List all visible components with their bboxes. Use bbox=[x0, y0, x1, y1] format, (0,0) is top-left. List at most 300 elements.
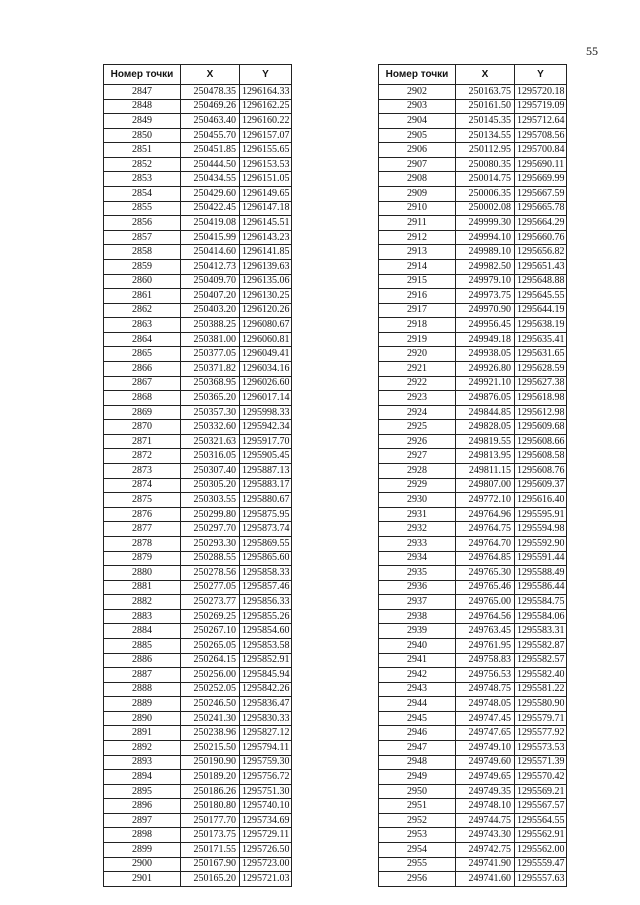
coordinates-table-left bbox=[103, 64, 292, 887]
x-coordinate-cell: 250332.60 bbox=[181, 420, 240, 435]
table-row bbox=[104, 420, 292, 435]
y-coordinate-cell: 1295562.00 bbox=[515, 843, 567, 858]
y-coordinate-cell: 1296143.23 bbox=[240, 230, 292, 245]
x-coordinate-cell: 249999.30 bbox=[456, 216, 515, 231]
point-number-cell: 2925 bbox=[379, 420, 456, 435]
y-coordinate-cell: 1296130.25 bbox=[240, 289, 292, 304]
y-coordinate-cell: 1295609.68 bbox=[515, 420, 567, 435]
x-coordinate-cell: 250265.05 bbox=[181, 638, 240, 653]
table-row bbox=[379, 784, 567, 799]
x-coordinate-cell: 249761.95 bbox=[456, 638, 515, 653]
y-coordinate-cell: 1296139.63 bbox=[240, 259, 292, 274]
y-coordinate-cell: 1295869.55 bbox=[240, 536, 292, 551]
y-coordinate-cell: 1295581.22 bbox=[515, 682, 567, 697]
table-row bbox=[104, 99, 292, 114]
x-coordinate-cell: 250403.20 bbox=[181, 303, 240, 318]
table-row bbox=[379, 318, 567, 333]
y-coordinate-cell: 1295570.42 bbox=[515, 770, 567, 785]
point-number-cell: 2950 bbox=[379, 784, 456, 799]
x-coordinate-cell: 250381.00 bbox=[181, 332, 240, 347]
table-row bbox=[379, 99, 567, 114]
y-coordinate-cell: 1296153.53 bbox=[240, 157, 292, 172]
point-number-cell: 2888 bbox=[104, 682, 181, 697]
y-coordinate-cell: 1295569.21 bbox=[515, 784, 567, 799]
x-coordinate-cell: 250288.55 bbox=[181, 551, 240, 566]
x-coordinate-cell: 249989.10 bbox=[456, 245, 515, 260]
x-coordinate-cell: 249764.75 bbox=[456, 522, 515, 537]
x-coordinate-cell: 250252.05 bbox=[181, 682, 240, 697]
y-coordinate-cell: 1296164.33 bbox=[240, 85, 292, 100]
point-number-cell: 2856 bbox=[104, 216, 181, 231]
point-number-cell: 2900 bbox=[104, 857, 181, 872]
x-coordinate-cell: 250163.75 bbox=[456, 85, 515, 100]
y-coordinate-cell: 1295883.17 bbox=[240, 478, 292, 493]
point-number-cell: 2847 bbox=[104, 85, 181, 100]
y-coordinate-cell: 1295645.55 bbox=[515, 289, 567, 304]
y-coordinate-cell: 1295562.91 bbox=[515, 828, 567, 843]
x-coordinate-cell: 249741.60 bbox=[456, 872, 515, 887]
table-row bbox=[379, 128, 567, 143]
table-row bbox=[104, 332, 292, 347]
x-coordinate-cell: 249747.65 bbox=[456, 726, 515, 741]
x-coordinate-cell: 250377.05 bbox=[181, 347, 240, 362]
table-row bbox=[104, 726, 292, 741]
y-coordinate-cell: 1295721.03 bbox=[240, 872, 292, 887]
table-row bbox=[379, 114, 567, 129]
y-header: Y bbox=[240, 65, 292, 85]
y-coordinate-cell: 1295567.57 bbox=[515, 799, 567, 814]
y-coordinate-cell: 1295557.63 bbox=[515, 872, 567, 887]
point-number-cell: 2866 bbox=[104, 361, 181, 376]
point-number-cell: 2874 bbox=[104, 478, 181, 493]
table-row bbox=[379, 580, 567, 595]
point-number-cell: 2935 bbox=[379, 566, 456, 581]
x-coordinate-cell: 249819.55 bbox=[456, 434, 515, 449]
y-coordinate-cell: 1295608.58 bbox=[515, 449, 567, 464]
x-coordinate-cell: 249742.75 bbox=[456, 843, 515, 858]
table-header-row bbox=[104, 65, 292, 85]
y-coordinate-cell: 1295660.76 bbox=[515, 230, 567, 245]
table-row bbox=[104, 784, 292, 799]
x-coordinate-cell: 250469.26 bbox=[181, 99, 240, 114]
table-row bbox=[379, 376, 567, 391]
point-number-cell: 2934 bbox=[379, 551, 456, 566]
table-row bbox=[379, 770, 567, 785]
y-coordinate-cell: 1295836.47 bbox=[240, 697, 292, 712]
point-number-cell: 2932 bbox=[379, 522, 456, 537]
table-row bbox=[379, 464, 567, 479]
x-coordinate-cell: 250165.20 bbox=[181, 872, 240, 887]
table-row bbox=[104, 857, 292, 872]
x-coordinate-cell: 249949.18 bbox=[456, 332, 515, 347]
table-row bbox=[379, 332, 567, 347]
x-coordinate-cell: 249765.46 bbox=[456, 580, 515, 595]
point-number-cell: 2929 bbox=[379, 478, 456, 493]
point-number-cell: 2903 bbox=[379, 99, 456, 114]
table-row bbox=[379, 828, 567, 843]
table-row bbox=[379, 638, 567, 653]
x-coordinate-cell: 249748.10 bbox=[456, 799, 515, 814]
x-coordinate-cell: 249748.75 bbox=[456, 682, 515, 697]
table-row bbox=[379, 653, 567, 668]
y-coordinate-cell: 1295905.45 bbox=[240, 449, 292, 464]
table-row bbox=[379, 799, 567, 814]
point-number-cell: 2906 bbox=[379, 143, 456, 158]
x-coordinate-cell: 249921.10 bbox=[456, 376, 515, 391]
y-coordinate-cell: 1296155.65 bbox=[240, 143, 292, 158]
table-row bbox=[104, 697, 292, 712]
y-coordinate-cell: 1295751.30 bbox=[240, 784, 292, 799]
point-number-cell: 2892 bbox=[104, 741, 181, 756]
x-coordinate-cell: 250388.25 bbox=[181, 318, 240, 333]
x-coordinate-cell: 249994.10 bbox=[456, 230, 515, 245]
x-coordinate-cell: 249926.80 bbox=[456, 361, 515, 376]
y-coordinate-cell: 1295853.58 bbox=[240, 638, 292, 653]
point-number-cell: 2862 bbox=[104, 303, 181, 318]
point-number-cell: 2936 bbox=[379, 580, 456, 595]
x-coordinate-cell: 250455.70 bbox=[181, 128, 240, 143]
point-number-cell: 2876 bbox=[104, 507, 181, 522]
table-row bbox=[104, 85, 292, 100]
y-coordinate-cell: 1295656.82 bbox=[515, 245, 567, 260]
point-number-cell: 2865 bbox=[104, 347, 181, 362]
point-number-cell: 2921 bbox=[379, 361, 456, 376]
point-number-cell: 2956 bbox=[379, 872, 456, 887]
x-coordinate-cell: 249741.90 bbox=[456, 857, 515, 872]
point-number-cell: 2849 bbox=[104, 114, 181, 129]
point-number-cell: 2861 bbox=[104, 289, 181, 304]
point-number-cell: 2858 bbox=[104, 245, 181, 260]
x-coordinate-cell: 249772.10 bbox=[456, 493, 515, 508]
table-row bbox=[104, 464, 292, 479]
x-coordinate-cell: 250134.55 bbox=[456, 128, 515, 143]
point-number-cell: 2914 bbox=[379, 259, 456, 274]
x-coordinate-cell: 249749.35 bbox=[456, 784, 515, 799]
y-coordinate-cell: 1295595.91 bbox=[515, 507, 567, 522]
x-coordinate-cell: 250321.63 bbox=[181, 434, 240, 449]
table-row bbox=[104, 653, 292, 668]
y-coordinate-cell: 1295584.06 bbox=[515, 609, 567, 624]
x-coordinate-cell: 250414.60 bbox=[181, 245, 240, 260]
point-number-cell: 2910 bbox=[379, 201, 456, 216]
point-number-cell: 2875 bbox=[104, 493, 181, 508]
point-number-cell: 2923 bbox=[379, 391, 456, 406]
y-coordinate-cell: 1296026.60 bbox=[240, 376, 292, 391]
point-number-cell: 2941 bbox=[379, 653, 456, 668]
x-coordinate-cell: 249970.90 bbox=[456, 303, 515, 318]
point-number-cell: 2947 bbox=[379, 741, 456, 756]
x-coordinate-cell: 250173.75 bbox=[181, 828, 240, 843]
point-number-cell: 2955 bbox=[379, 857, 456, 872]
y-coordinate-cell: 1295582.87 bbox=[515, 638, 567, 653]
y-coordinate-cell: 1295856.33 bbox=[240, 595, 292, 610]
table-row bbox=[379, 493, 567, 508]
table-row bbox=[379, 522, 567, 537]
point-number-cell: 2848 bbox=[104, 99, 181, 114]
table-row bbox=[379, 157, 567, 172]
x-coordinate-cell: 250190.90 bbox=[181, 755, 240, 770]
point-number-cell: 2937 bbox=[379, 595, 456, 610]
y-coordinate-cell: 1295586.44 bbox=[515, 580, 567, 595]
y-coordinate-cell: 1295854.60 bbox=[240, 624, 292, 639]
point-number-cell: 2851 bbox=[104, 143, 181, 158]
table-row bbox=[104, 755, 292, 770]
point-number-cell: 2902 bbox=[379, 85, 456, 100]
table-row bbox=[379, 85, 567, 100]
table-row bbox=[104, 434, 292, 449]
table-row bbox=[104, 595, 292, 610]
x-coordinate-cell: 250167.90 bbox=[181, 857, 240, 872]
x-coordinate-cell: 249765.00 bbox=[456, 595, 515, 610]
x-coordinate-cell: 249813.95 bbox=[456, 449, 515, 464]
point-number-cell: 2931 bbox=[379, 507, 456, 522]
table-row bbox=[104, 172, 292, 187]
y-coordinate-cell: 1295665.78 bbox=[515, 201, 567, 216]
table-row bbox=[104, 872, 292, 887]
x-coordinate-cell: 250444.50 bbox=[181, 157, 240, 172]
point-number-cell: 2886 bbox=[104, 653, 181, 668]
point-number-cell: 2899 bbox=[104, 843, 181, 858]
table-row bbox=[104, 274, 292, 289]
table-row bbox=[379, 872, 567, 887]
x-coordinate-cell: 250002.08 bbox=[456, 201, 515, 216]
table-row bbox=[104, 157, 292, 172]
x-coordinate-cell: 250277.05 bbox=[181, 580, 240, 595]
table-row bbox=[104, 493, 292, 508]
point-number-cell: 2939 bbox=[379, 624, 456, 639]
y-coordinate-cell: 1295842.26 bbox=[240, 682, 292, 697]
x-coordinate-cell: 250299.80 bbox=[181, 507, 240, 522]
x-coordinate-cell: 250278.56 bbox=[181, 566, 240, 581]
table-row bbox=[104, 361, 292, 376]
y-coordinate-cell: 1295591.44 bbox=[515, 551, 567, 566]
point-number-cell: 2913 bbox=[379, 245, 456, 260]
y-coordinate-cell: 1296162.25 bbox=[240, 99, 292, 114]
y-coordinate-cell: 1295858.33 bbox=[240, 566, 292, 581]
table-row bbox=[104, 318, 292, 333]
y-coordinate-cell: 1295875.95 bbox=[240, 507, 292, 522]
table-row bbox=[379, 405, 567, 420]
table-row bbox=[379, 391, 567, 406]
x-coordinate-cell: 250415.99 bbox=[181, 230, 240, 245]
table-row bbox=[104, 682, 292, 697]
point-number-cell: 2920 bbox=[379, 347, 456, 362]
table-row bbox=[379, 726, 567, 741]
x-coordinate-cell: 250434.55 bbox=[181, 172, 240, 187]
y-coordinate-cell: 1295726.50 bbox=[240, 843, 292, 858]
table-row bbox=[379, 536, 567, 551]
table-row bbox=[379, 478, 567, 493]
table-row bbox=[104, 813, 292, 828]
y-coordinate-cell: 1295734.69 bbox=[240, 813, 292, 828]
table-row bbox=[104, 216, 292, 231]
table-row bbox=[104, 711, 292, 726]
point-number-cell: 2949 bbox=[379, 770, 456, 785]
x-coordinate-cell: 249828.05 bbox=[456, 420, 515, 435]
point-number-cell: 2884 bbox=[104, 624, 181, 639]
point-number-cell: 2881 bbox=[104, 580, 181, 595]
y-coordinate-cell: 1295667.59 bbox=[515, 187, 567, 202]
y-coordinate-cell: 1295690.11 bbox=[515, 157, 567, 172]
y-coordinate-cell: 1296147.18 bbox=[240, 201, 292, 216]
point-number-cell: 2912 bbox=[379, 230, 456, 245]
point-number-cell: 2943 bbox=[379, 682, 456, 697]
table-row bbox=[379, 566, 567, 581]
table-row bbox=[104, 245, 292, 260]
y-coordinate-cell: 1295729.11 bbox=[240, 828, 292, 843]
coordinates-table-right bbox=[378, 64, 567, 887]
point-number-cell: 2927 bbox=[379, 449, 456, 464]
y-coordinate-cell: 1295583.31 bbox=[515, 624, 567, 639]
table-row bbox=[104, 478, 292, 493]
point-number-cell: 2872 bbox=[104, 449, 181, 464]
x-coordinate-cell: 249764.70 bbox=[456, 536, 515, 551]
x-coordinate-cell: 249807.00 bbox=[456, 478, 515, 493]
x-coordinate-cell: 249749.65 bbox=[456, 770, 515, 785]
table-row bbox=[379, 259, 567, 274]
x-coordinate-cell: 250273.77 bbox=[181, 595, 240, 610]
table-row bbox=[379, 595, 567, 610]
point-number-cell: 2953 bbox=[379, 828, 456, 843]
x-coordinate-cell: 250080.35 bbox=[456, 157, 515, 172]
y-coordinate-cell: 1295577.92 bbox=[515, 726, 567, 741]
x-header: X bbox=[456, 65, 515, 85]
point-number-cell: 2871 bbox=[104, 434, 181, 449]
table-row bbox=[379, 172, 567, 187]
x-coordinate-cell: 250238.96 bbox=[181, 726, 240, 741]
x-header: X bbox=[181, 65, 240, 85]
y-coordinate-cell: 1296141.85 bbox=[240, 245, 292, 260]
point-number-cell: 2916 bbox=[379, 289, 456, 304]
point-number-cell: 2889 bbox=[104, 697, 181, 712]
x-coordinate-cell: 250478.35 bbox=[181, 85, 240, 100]
x-coordinate-cell: 250297.70 bbox=[181, 522, 240, 537]
table-row bbox=[379, 274, 567, 289]
table-row bbox=[104, 536, 292, 551]
x-coordinate-cell: 250357.30 bbox=[181, 405, 240, 420]
point-number-cell: 2915 bbox=[379, 274, 456, 289]
table-row bbox=[379, 507, 567, 522]
point-number-cell: 2868 bbox=[104, 391, 181, 406]
y-coordinate-cell: 1295708.56 bbox=[515, 128, 567, 143]
y-coordinate-cell: 1296017.14 bbox=[240, 391, 292, 406]
point-number-cell: 2870 bbox=[104, 420, 181, 435]
table-row bbox=[104, 551, 292, 566]
x-coordinate-cell: 250407.20 bbox=[181, 289, 240, 304]
table-row bbox=[379, 187, 567, 202]
y-coordinate-cell: 1295857.46 bbox=[240, 580, 292, 595]
point-number-cell: 2954 bbox=[379, 843, 456, 858]
x-coordinate-cell: 250171.55 bbox=[181, 843, 240, 858]
point-number-cell: 2918 bbox=[379, 318, 456, 333]
y-coordinate-cell: 1295648.88 bbox=[515, 274, 567, 289]
point-number-cell: 2879 bbox=[104, 551, 181, 566]
y-coordinate-cell: 1296135.06 bbox=[240, 274, 292, 289]
y-coordinate-cell: 1296157.07 bbox=[240, 128, 292, 143]
point-number-cell: 2917 bbox=[379, 303, 456, 318]
table-row bbox=[104, 391, 292, 406]
point-number-cell: 2895 bbox=[104, 784, 181, 799]
y-coordinate-cell: 1296151.05 bbox=[240, 172, 292, 187]
y-coordinate-cell: 1295608.66 bbox=[515, 434, 567, 449]
table-row bbox=[104, 405, 292, 420]
table-row bbox=[104, 843, 292, 858]
y-coordinate-cell: 1295579.71 bbox=[515, 711, 567, 726]
point-number-cell: 2908 bbox=[379, 172, 456, 187]
y-coordinate-cell: 1295573.53 bbox=[515, 741, 567, 756]
y-coordinate-cell: 1295700.84 bbox=[515, 143, 567, 158]
x-coordinate-cell: 250267.10 bbox=[181, 624, 240, 639]
y-coordinate-cell: 1295609.37 bbox=[515, 478, 567, 493]
y-coordinate-cell: 1295584.75 bbox=[515, 595, 567, 610]
x-coordinate-cell: 249938.05 bbox=[456, 347, 515, 362]
table-row bbox=[104, 376, 292, 391]
x-coordinate-cell: 250112.95 bbox=[456, 143, 515, 158]
x-coordinate-cell: 250303.55 bbox=[181, 493, 240, 508]
point-number-cell: 2951 bbox=[379, 799, 456, 814]
point-number-cell: 2924 bbox=[379, 405, 456, 420]
table-row bbox=[379, 609, 567, 624]
x-coordinate-cell: 250186.26 bbox=[181, 784, 240, 799]
y-coordinate-cell: 1295855.26 bbox=[240, 609, 292, 624]
table-row bbox=[379, 347, 567, 362]
y-coordinate-cell: 1295627.38 bbox=[515, 376, 567, 391]
point-number-cell: 2850 bbox=[104, 128, 181, 143]
point-number-cell: 2860 bbox=[104, 274, 181, 289]
table-row bbox=[379, 682, 567, 697]
point-number-cell: 2887 bbox=[104, 668, 181, 683]
table-row bbox=[379, 741, 567, 756]
point-number-cell: 2880 bbox=[104, 566, 181, 581]
y-coordinate-cell: 1295723.00 bbox=[240, 857, 292, 872]
point-number-cell: 2904 bbox=[379, 114, 456, 129]
x-coordinate-cell: 250161.50 bbox=[456, 99, 515, 114]
point-number-cell: 2894 bbox=[104, 770, 181, 785]
table-row bbox=[104, 638, 292, 653]
y-coordinate-cell: 1295740.10 bbox=[240, 799, 292, 814]
x-coordinate-cell: 249744.75 bbox=[456, 813, 515, 828]
y-coordinate-cell: 1295631.65 bbox=[515, 347, 567, 362]
x-coordinate-cell: 250463.40 bbox=[181, 114, 240, 129]
point-number-cell: 2890 bbox=[104, 711, 181, 726]
x-coordinate-cell: 249811.15 bbox=[456, 464, 515, 479]
x-coordinate-cell: 250409.70 bbox=[181, 274, 240, 289]
y-coordinate-cell: 1295830.33 bbox=[240, 711, 292, 726]
table-row bbox=[104, 230, 292, 245]
table-row bbox=[379, 420, 567, 435]
table-row bbox=[104, 770, 292, 785]
table-row bbox=[379, 230, 567, 245]
point-number-cell: 2885 bbox=[104, 638, 181, 653]
table-row bbox=[104, 580, 292, 595]
x-coordinate-cell: 249748.05 bbox=[456, 697, 515, 712]
point-number-cell: 2945 bbox=[379, 711, 456, 726]
table-row bbox=[379, 697, 567, 712]
y-coordinate-cell: 1296160.22 bbox=[240, 114, 292, 129]
y-coordinate-cell: 1295664.29 bbox=[515, 216, 567, 231]
table-row bbox=[379, 434, 567, 449]
point-number-cell: 2901 bbox=[104, 872, 181, 887]
table-row bbox=[104, 114, 292, 129]
y-coordinate-cell: 1296034.16 bbox=[240, 361, 292, 376]
point-number-cell: 2948 bbox=[379, 755, 456, 770]
table-row bbox=[379, 755, 567, 770]
point-number-cell: 2864 bbox=[104, 332, 181, 347]
x-coordinate-cell: 250269.25 bbox=[181, 609, 240, 624]
point-number-cell: 2867 bbox=[104, 376, 181, 391]
x-coordinate-cell: 249764.85 bbox=[456, 551, 515, 566]
table-row bbox=[379, 551, 567, 566]
